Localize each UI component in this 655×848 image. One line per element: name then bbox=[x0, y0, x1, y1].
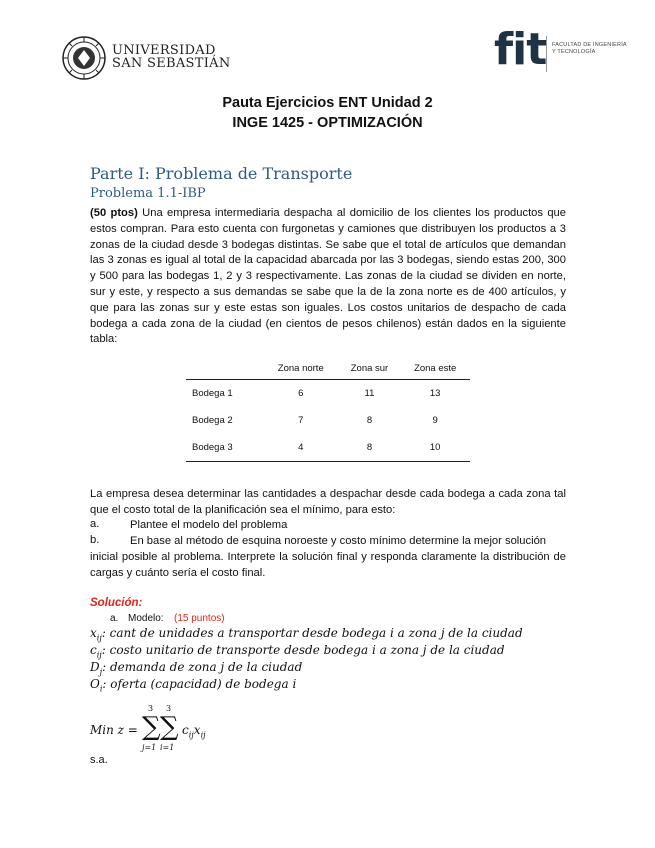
faculty-name bbox=[552, 42, 627, 56]
model-label: Modelo: bbox=[128, 613, 164, 624]
list-item-continuation: inicial posible al problema. Interprete la solución final y responda claramente la distribución de cargas y cuánto sería el costo final. bbox=[90, 551, 566, 579]
part-heading: Parte I: Problema de Transporte bbox=[90, 164, 353, 183]
table-cell: 13 bbox=[400, 380, 470, 408]
solution-label: Solución: bbox=[90, 597, 143, 609]
course-title: INGE 1425 - OPTIMIZACIÓN bbox=[232, 115, 423, 131]
university-name-line2: SAN SEBASTIÁN bbox=[112, 56, 231, 71]
table-cell: 7 bbox=[298, 415, 304, 426]
sum-symbol: ∑ bbox=[142, 712, 161, 742]
table-cell: 9 bbox=[432, 415, 438, 426]
table-header-cell: Zona norte bbox=[277, 362, 324, 374]
table-row bbox=[186, 407, 470, 434]
row-label: Bodega 2 bbox=[192, 415, 233, 426]
table-cell: 10 bbox=[400, 434, 470, 462]
table-header-cell: Zona este bbox=[414, 362, 457, 374]
university-name bbox=[112, 44, 231, 70]
variable-definition: $x_{ij}$: cant de unidades a transportar desde bodega i a zona j de la ciudad bbox=[90, 626, 523, 643]
table-row bbox=[186, 434, 470, 462]
faculty-name-line2: Y TECNOLOGÍA bbox=[552, 49, 596, 55]
table-cell: 11 bbox=[339, 380, 401, 408]
objective-lhs: Min z = bbox=[90, 723, 138, 737]
row-label: Bodega 3 bbox=[186, 434, 263, 462]
variable-definition: $c_{ij}$: costo unitario de transporte desde bodega i a zona j de la ciudad bbox=[90, 643, 505, 660]
list-item-text: Plantee el modelo del problema bbox=[130, 519, 288, 531]
faculty-name-line1: FACULTAD DE INGENIERÍA bbox=[552, 42, 627, 48]
cost-table bbox=[186, 357, 470, 462]
faculty-logo bbox=[494, 24, 644, 78]
table-cell: 6 bbox=[263, 380, 339, 408]
subject-to-label: s.a. bbox=[90, 754, 108, 766]
table-row bbox=[186, 380, 470, 408]
problem-statement bbox=[90, 206, 566, 348]
sum-upper-limit: 3 bbox=[148, 704, 154, 713]
problem-text: Una empresa intermediaria despacha al domicilio de los clientes los productos que estos compran. Para esto cuenta con furgonetas y camiones que distribuyen los productos a 3 zonas de la ciudad desde 3 bodegas distintas. Se sabe que el total de artículos que demandan las 3 zonas es igual al total de la capacidad abarcada por las 3 bodegas, siendo estas 200, 300 y 500 para las bodegas 1, 2 y 3 respectivamente. Las zonas de la ciudad se dividen en norte, sur y este, y respecto a sus demandas se sabe que la de la zona norte es de 400 artículos, y que para las zonas sur y este estas son iguales. Los costos unitarios de despacho de cada bodega a cada zona de la ciudad (en cientos de pesos chilenos) están dados en la siguiente tabla: bbox=[90, 207, 566, 346]
sum-upper-limit: 3 bbox=[166, 704, 172, 713]
points-label: (50 ptos) bbox=[90, 207, 138, 219]
sum-lower-limit: j=1 bbox=[142, 743, 157, 752]
table-header-cell bbox=[186, 357, 263, 380]
table-header-cell: Zona sur bbox=[350, 362, 389, 374]
faculty-logo-word: fit bbox=[494, 24, 547, 75]
sum-symbol: ∑ bbox=[160, 712, 179, 742]
university-seal-icon bbox=[62, 36, 106, 80]
variable-definition: $D_j$: demanda de zona j de la ciudad bbox=[90, 660, 303, 677]
table-cell: 4 bbox=[263, 434, 339, 462]
row-label: Bodega 1 bbox=[186, 380, 263, 408]
university-name-line1: UNIVERSIDAD bbox=[112, 43, 216, 58]
document-title: Pauta Ejercicios ENT Unidad 2 bbox=[222, 95, 433, 111]
list-item-marker: a. bbox=[110, 613, 119, 624]
objective-function bbox=[90, 704, 290, 754]
objective-term: $c_{ij}x_{ij}$ bbox=[182, 723, 206, 740]
problem-heading: Problema 1.1-IBP bbox=[90, 186, 206, 201]
list-item-marker: b. bbox=[90, 534, 100, 546]
variable-definition: $O_i$: oferta (capacidad) de bodega i bbox=[90, 677, 297, 694]
list-item-marker: a. bbox=[90, 518, 100, 530]
university-logo bbox=[62, 36, 232, 80]
list-item-text: En base al método de esquina noroeste y costo mínimo determine la mejor solución bbox=[130, 535, 547, 547]
faculty-logo-divider bbox=[546, 36, 547, 72]
table-cell: 8 bbox=[366, 415, 373, 426]
table-header-row bbox=[186, 357, 470, 380]
task-statement: La empresa desea determinar las cantidades a despachar desde cada bodega a cada zona tal que el costo total de la planificación sea el mínimo, para esto: bbox=[90, 488, 566, 516]
sum-lower-limit: i=1 bbox=[160, 743, 175, 752]
model-points: (15 puntos) bbox=[174, 613, 225, 624]
table-cell: 8 bbox=[339, 434, 401, 462]
